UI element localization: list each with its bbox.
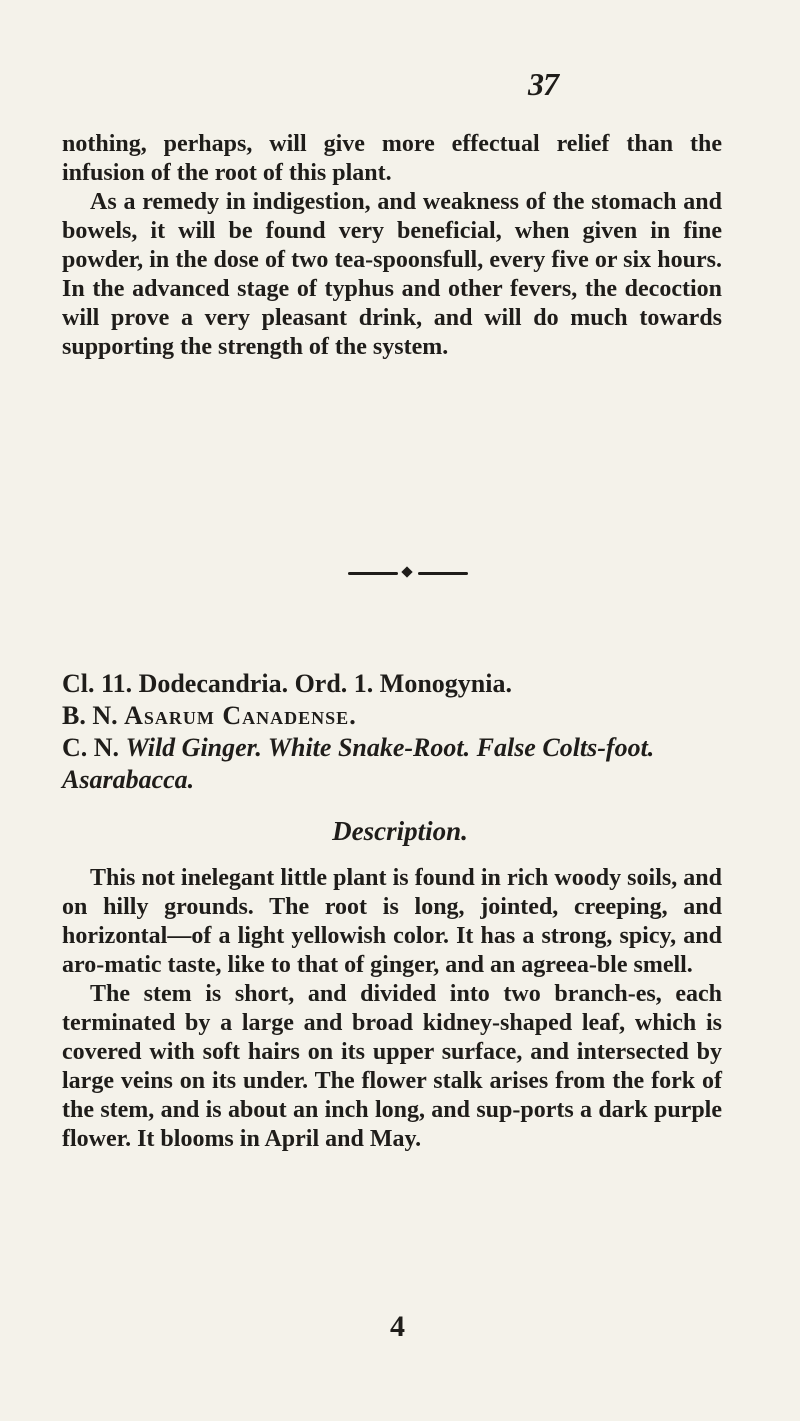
- divider-diamond-icon: [401, 566, 412, 577]
- botanical-name-prefix: B. N.: [62, 701, 118, 730]
- classification-line-2: [62, 700, 722, 732]
- description-paragraph-1: This not inelegant little plant is found in rich woody soils, and on hilly grounds. The root is long, jointed, creeping, and horizontal—of a light yellowish color. It has a strong, spicy, and aro-matic taste, like to that of ginger, and an agreea-ble smell.: [62, 865, 722, 978]
- section-divider: [348, 568, 468, 578]
- paragraph-1: nothing, perhaps, will give more effectual relief than the infusion of the root of this plant.: [62, 131, 722, 186]
- top-text-block: [62, 130, 722, 362]
- classification-block: [62, 668, 722, 796]
- description-title: Description.: [332, 816, 468, 846]
- description-paragraph-2: The stem is short, and divided into two branch-es, each terminated by a large and broad kidney-shaped leaf, which is covered with soft hairs on its upper surface, and intersected by large veins on its under. The flower stalk arises from the fork of the stem, and is about an inch long, and sup-ports a dark purple flower. It blooms in April and May.: [62, 981, 722, 1152]
- divider-line-right: [418, 572, 468, 575]
- paragraph-2: As a remedy in indigestion, and weakness of the stomach and bowels, it will be found very beneficial, when given in fine powder, in the dose of two tea-spoonsfull, every five or six hours. In the advanced stage of typhus and other fevers, the decoction will prove a very pleasant drink, and will do much towards supporting the strength of the system.: [62, 189, 722, 360]
- page-number: 37: [528, 66, 558, 102]
- botanical-name: Asarum Canadense.: [124, 701, 357, 730]
- description-block: [62, 864, 722, 1154]
- common-names-prefix: C. N.: [62, 733, 120, 762]
- divider-line-left: [348, 572, 398, 575]
- page-signature: 4: [390, 1310, 405, 1343]
- classification-line-3: [62, 732, 722, 796]
- common-names: Wild Ginger. White Snake-Root. False Colts-foot. Asarabacca.: [62, 733, 655, 794]
- classification-line-1: Cl. 11. Dodecandria. Ord. 1. Monogynia.: [62, 669, 512, 698]
